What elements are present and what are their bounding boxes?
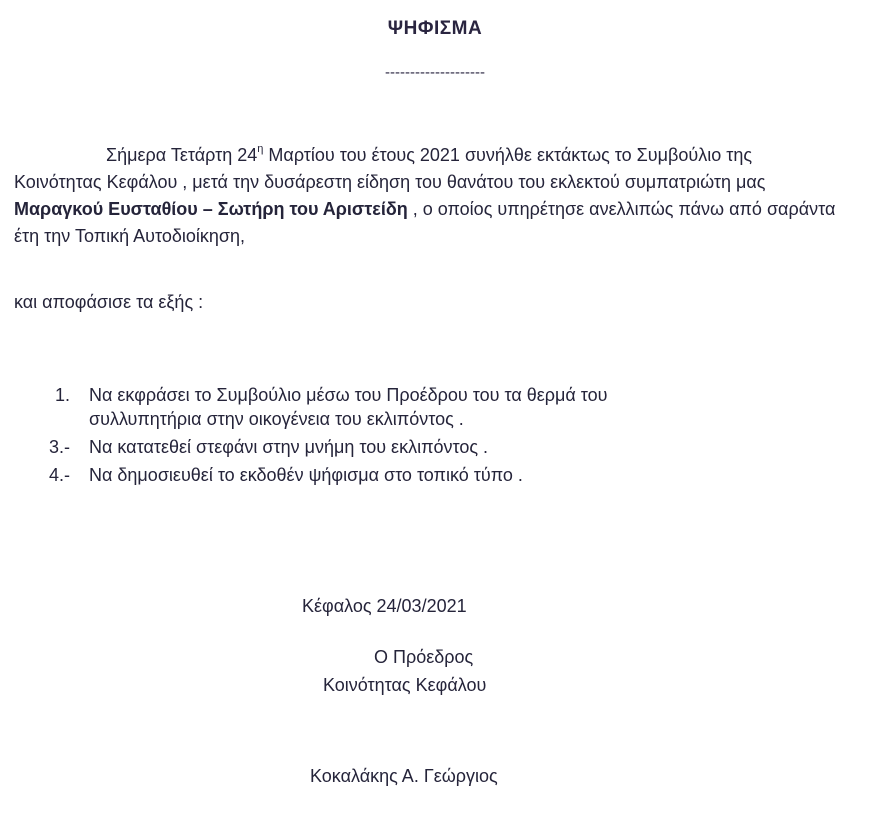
signature-role: Ο Πρόεδρος — [374, 647, 474, 667]
signature-name: Κοκαλάκης Α. Γεώργιος — [310, 766, 498, 786]
paragraph-superscript: η — [257, 143, 264, 155]
list-item — [44, 463, 824, 487]
paragraph-text-part2: Μαρτίου του έτους 2021 συνήλθε εκτάκτως το Συμβούλιο της Κοινότητας Κεφάλου , μετά την δυσάρεστη είδηση του θανάτου του εκλεκτού συμπατριώτη μας — [14, 145, 766, 192]
list-item-number: 4.- — [49, 465, 71, 485]
deceased-name: Μαραγκού Ευσταθίου – Σωτήρη του Αριστείδη — [14, 199, 408, 219]
list-item-text-line1: Να κατατεθεί στεφάνι στην μνήμη του εκλιπόντος . — [89, 437, 489, 457]
list-item-text-line1: Να δημοσιευθεί το εκδοθέν ψήφισμα στο τοπικό τύπο . — [89, 465, 523, 485]
list-item — [44, 435, 824, 459]
list-item — [44, 383, 824, 431]
paragraph-text-part1: Σήμερα Τετάρτη 24 — [106, 145, 258, 165]
list-item-text-line2: συλλυπητήρια στην οικογένεια του εκλιπόντος . — [89, 409, 464, 429]
main-paragraph — [14, 142, 844, 250]
decision-intro: και αποφάσισε τα εξής : — [14, 292, 204, 312]
title-divider: -------------------- — [385, 64, 485, 81]
signature-place-date: Κέφαλος 24/03/2021 — [302, 596, 467, 616]
list-item-number: 3.- — [49, 437, 71, 457]
decision-list — [44, 383, 824, 491]
list-item-number: 1. — [55, 385, 71, 405]
paragraph-text-part3: , ο οποίος υπηρέτησε ανελλιπώς πάνω από σαράντα έτη την Τοπική Αυτοδιοίκηση, — [14, 199, 836, 246]
document-title: ΨΗΦΙΣΜΑ — [387, 18, 483, 39]
signature-organization: Κοινότητας Κεφάλου — [323, 675, 487, 695]
list-item-text-line1: Να εκφράσει το Συμβούλιο μέσω του Προέδρου του τα θερμά του — [89, 385, 608, 405]
